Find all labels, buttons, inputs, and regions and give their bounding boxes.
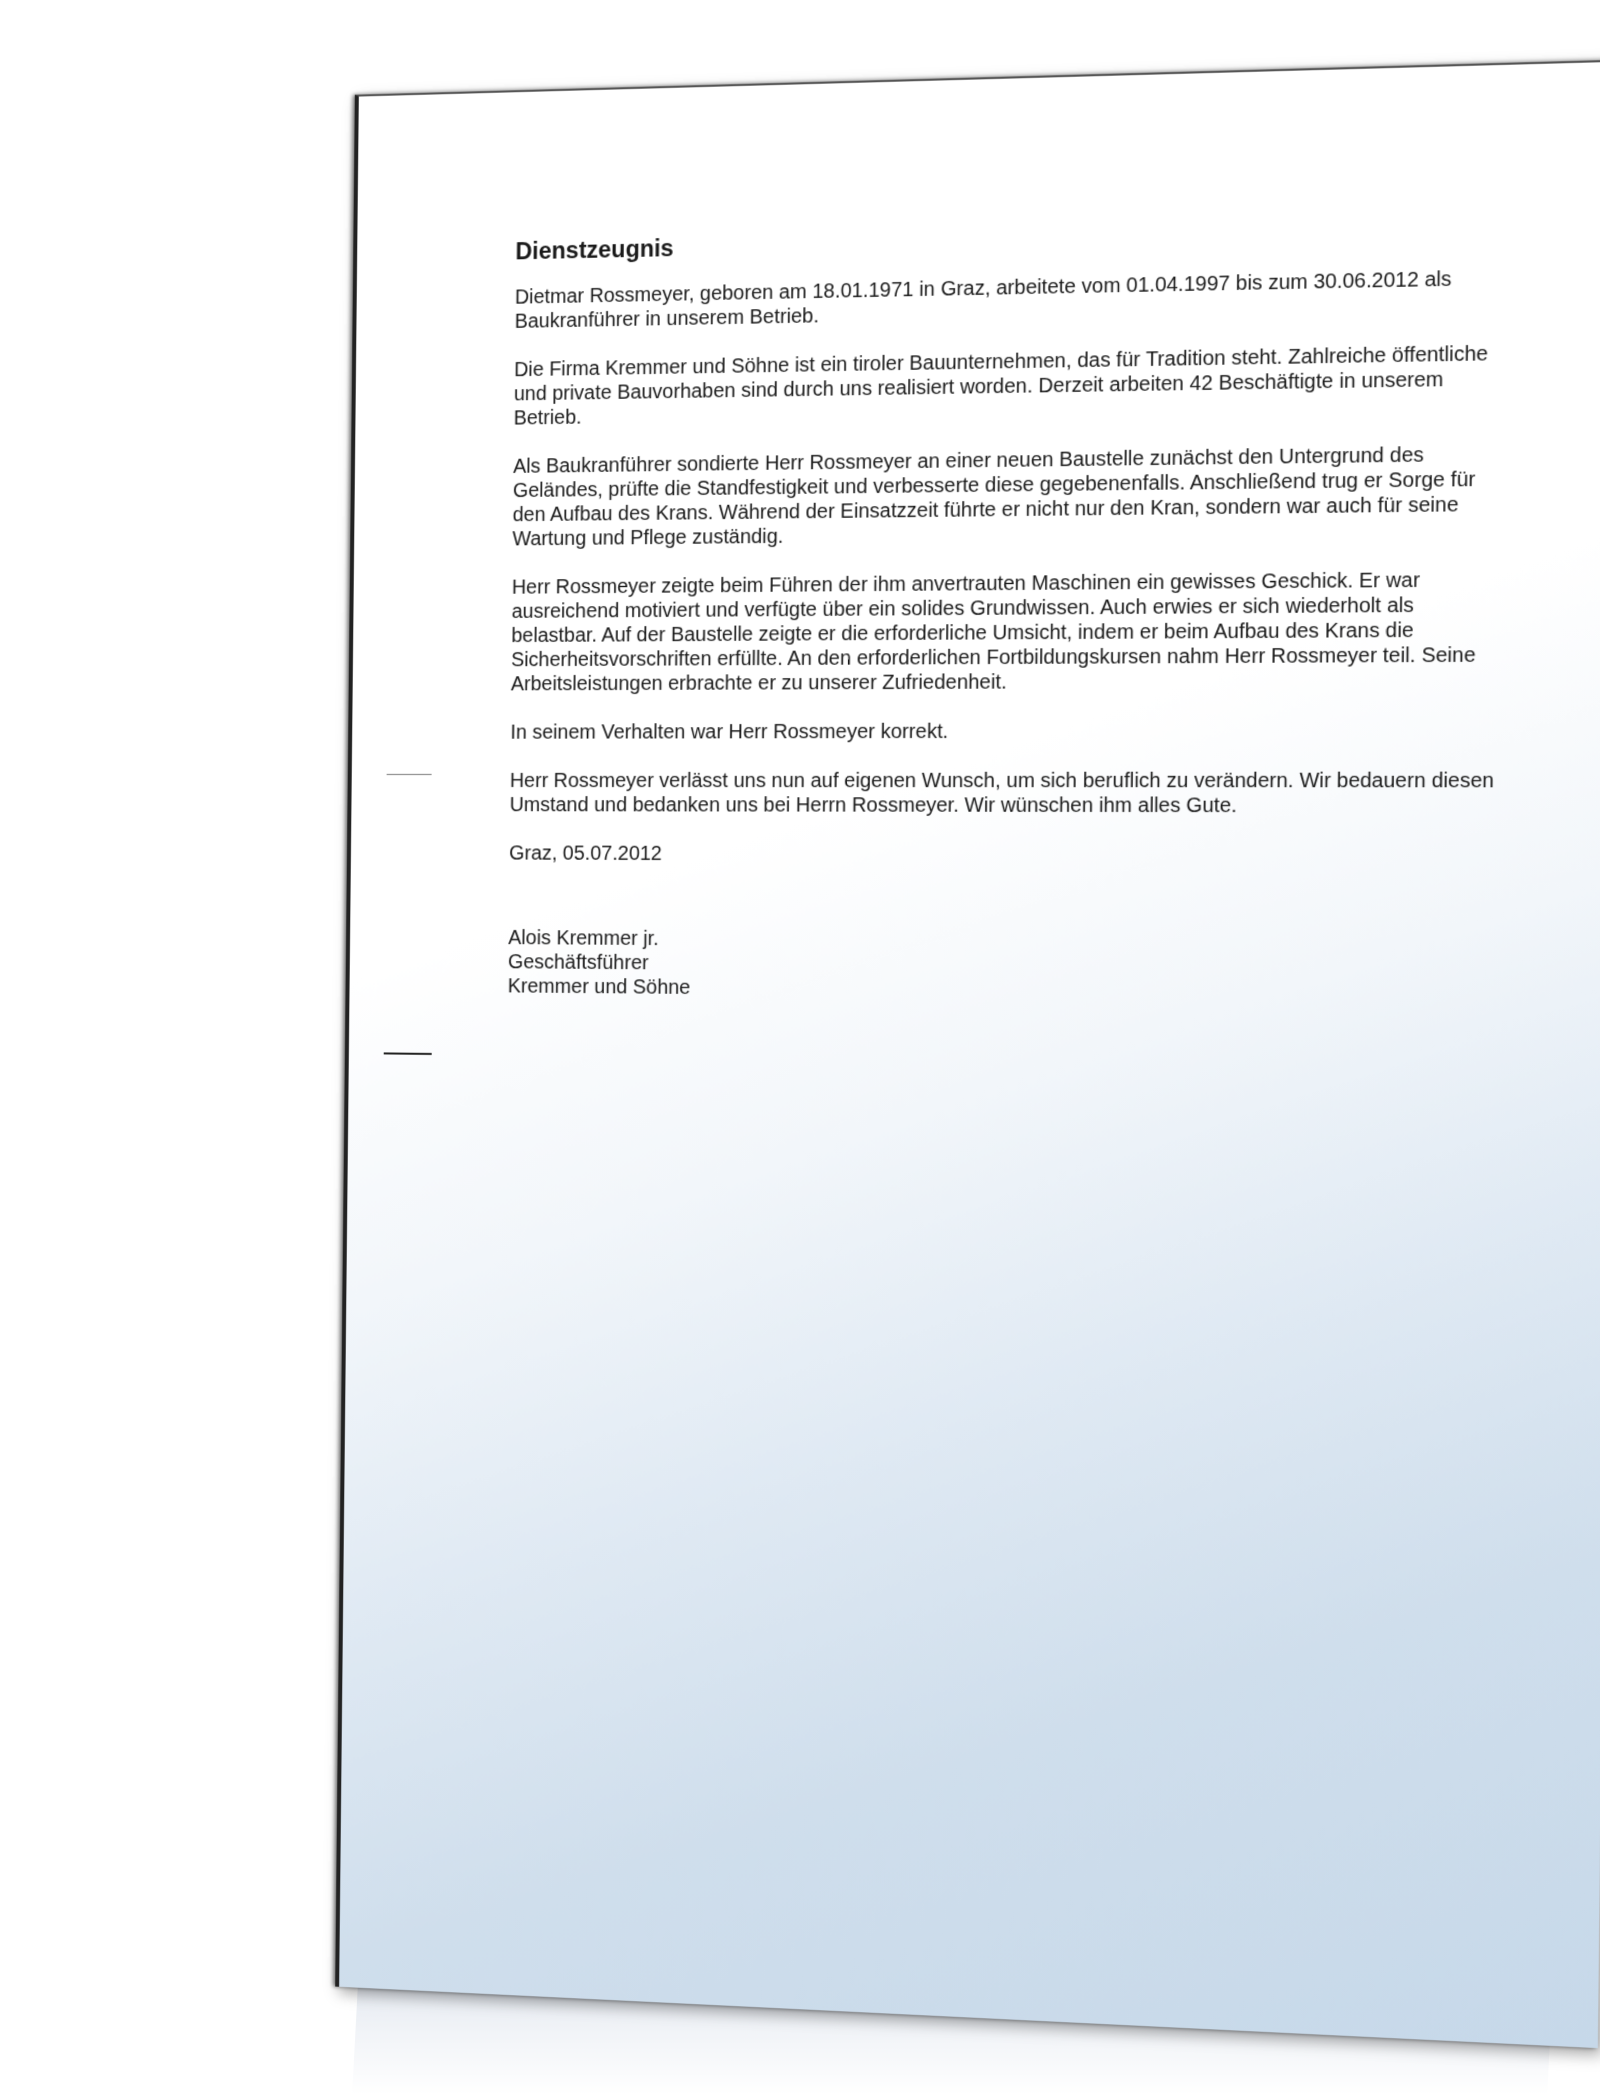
- paragraph-duties: Als Baukranführer sondierte Herr Rossmeyer an einer neuen Baustelle zunächst den Untergrund des Geländes, prüfte die Standfestigkeit und verbesserte diese gegebenenfalls. Anschließend trug er Sorge für den Aufbau des Krans. Während der Einsatzzeit führte er nicht nur den Kran, sondern war auch für seine Wartung und Pflege zuständig.: [512, 443, 1476, 551]
- place-date: Graz, 05.07.2012: [509, 842, 663, 866]
- paragraph-company: Die Firma Kremmer und Söhne ist ein tiroler Bauunternehmen, das für Tradition steht. Zahlreiche öffentliche und private Bauvorhaben sind durch uns realisiert worden. Derzeit arbeiten 42 Beschäftigte in unserem Betrieb.: [513, 342, 1489, 430]
- paragraph-performance: Herr Rossmeyer zeigte beim Führen der ihm anvertrauten Maschinen ein gewisses Geschick. Er war ausreichend motiviert und verfügte über ein solides Grundwissen. Auch erwies er sich wiederholt als belastbar. Auf der Baustelle zeigte er die erforderliche Umsicht, indem er beim Aufbau des Krans die Sicherheitsvorschriften erfüllte. An den erforderlichen Fortbildungskursen nahm Herr Rossmeyer teil. Seine Arbeitsleistungen erbrachte er zu unserer Zufriedenheit.: [510, 569, 1476, 696]
- document-title: Dienstzeugnis: [515, 234, 674, 265]
- fold-mark-upper: [387, 774, 432, 775]
- signer-role: Geschäftsführer: [507, 951, 649, 975]
- signer-company: Kremmer und Söhne: [507, 975, 691, 1000]
- fold-mark-lower: [384, 1052, 432, 1055]
- document-page: [335, 60, 1600, 2049]
- paragraph-closing: Herr Rossmeyer verlässt uns nun auf eigenen Wunsch, um sich beruflich zu verändern. Wir bedauern diesen Umstand und bedanken uns bei Herrn Rossmeyer. Wir wünschen ihm alles Gute.: [509, 769, 1495, 818]
- paragraph-personal-data: Dietmar Rossmeyer, geboren am 18.01.1971 in Graz, arbeitete vom 01.04.1997 bis zum 30.06.2012 als Baukranführer in unserem Betrieb.: [514, 268, 1452, 333]
- signer-name: Alois Kremmer jr.: [508, 926, 659, 951]
- document-content: [508, 217, 1501, 1007]
- paragraph-conduct: In seinem Verhalten war Herr Rossmeyer korrekt.: [510, 720, 949, 744]
- signature-block: [508, 926, 1493, 1007]
